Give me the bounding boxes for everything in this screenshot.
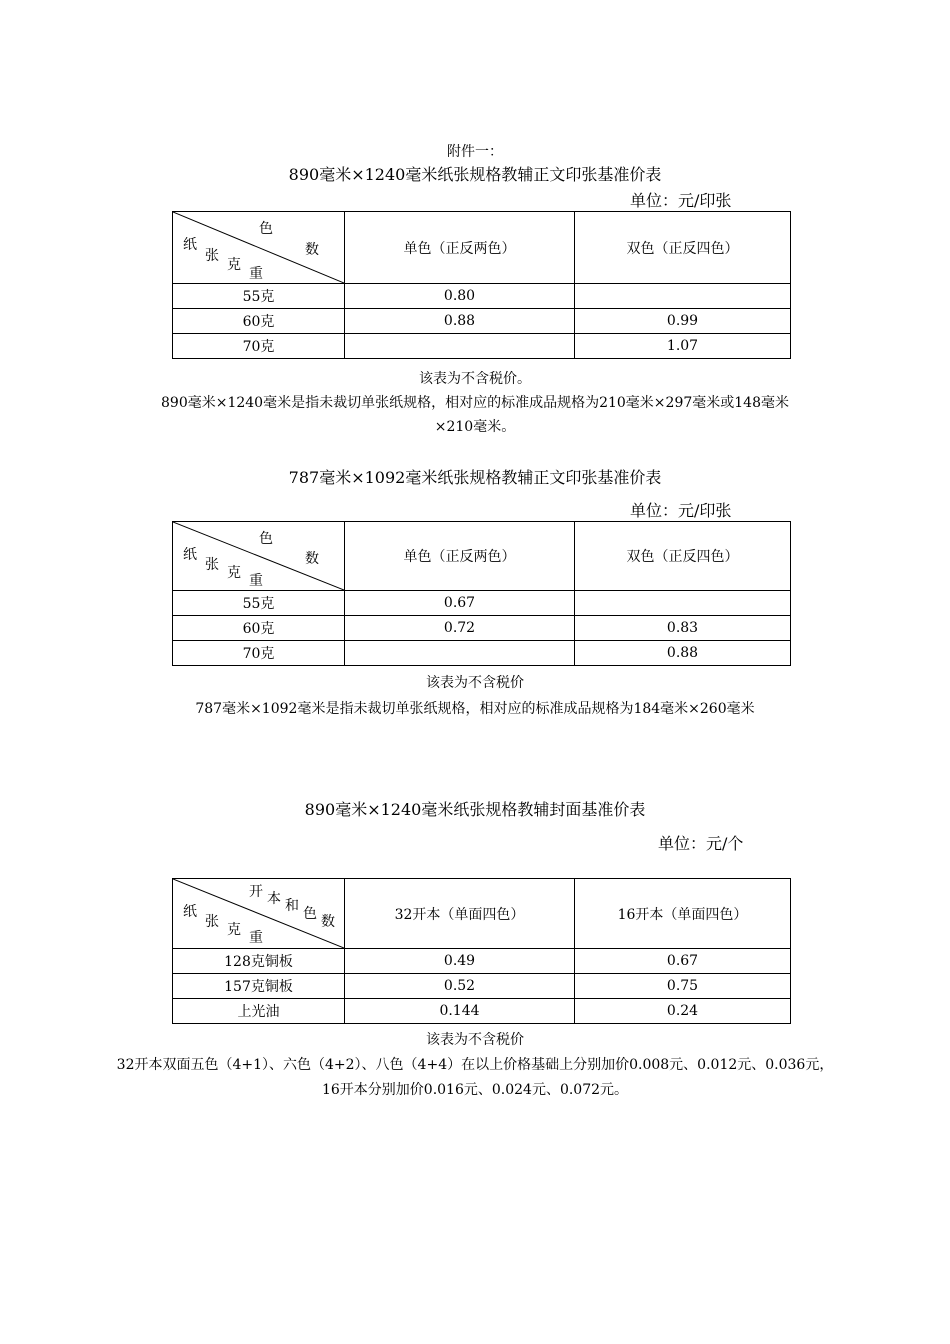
corner-label-count: 数	[321, 914, 335, 930]
corner-label-paper-1: 纸	[183, 904, 197, 920]
diagonal-header-cell	[173, 522, 345, 591]
price-table-2	[172, 521, 791, 666]
row-label: 60克	[173, 309, 345, 334]
col-header-32mo: 32开本（单面四色）	[345, 879, 575, 949]
price-cell: 0.75	[575, 974, 791, 999]
table3-note-surcharge-cont: 16开本分别加价0.016元、0.024元、0.072元。	[321, 1082, 629, 1098]
row-label: 55克	[173, 284, 345, 309]
price-table-3	[172, 878, 791, 1024]
price-cell: 0.144	[345, 999, 575, 1024]
corner-label-weight-2: 重	[249, 930, 263, 946]
table-row	[173, 949, 791, 974]
corner-label-paper-1: 纸	[183, 547, 197, 563]
row-label: 上光油	[173, 999, 345, 1024]
table-row	[173, 284, 791, 309]
corner-label-open: 开	[249, 884, 263, 900]
row-label: 157克铜板	[173, 974, 345, 999]
corner-label-color: 色	[259, 531, 273, 547]
attachment-label: 附件一：	[447, 144, 503, 160]
price-cell: 0.83	[575, 616, 791, 641]
corner-label-weight-2: 重	[249, 266, 263, 282]
table-row	[173, 974, 791, 999]
corner-label-weight-1: 克	[227, 257, 241, 273]
row-label: 70克	[173, 641, 345, 666]
price-cell: 0.88	[345, 309, 575, 334]
price-cell: 0.24	[575, 999, 791, 1024]
price-cell	[345, 641, 575, 666]
table3-unit: 单位：元/个	[658, 834, 744, 853]
table3-title: 890毫米×1240毫米纸张规格教辅封面基准价表	[304, 800, 646, 819]
price-table-1	[172, 211, 791, 359]
table-row	[173, 616, 791, 641]
table1-note-spec: 890毫米×1240毫米是指未裁切单张纸规格，相对应的标准成品规格为210毫米×297毫米或148毫米	[161, 395, 789, 411]
corner-label-book: 本	[267, 891, 281, 907]
price-cell: 0.88	[575, 641, 791, 666]
col-header-single: 单色（正反两色）	[345, 212, 575, 284]
diagonal-header-cell	[173, 212, 345, 284]
col-header-16mo: 16开本（单面四色）	[575, 879, 791, 949]
corner-label-paper-2: 张	[205, 248, 219, 264]
col-header-single: 单色（正反两色）	[345, 522, 575, 591]
corner-label-paper-2: 张	[205, 557, 219, 573]
corner-label-weight-1: 克	[227, 565, 241, 581]
price-cell: 0.67	[575, 949, 791, 974]
corner-label-color: 色	[303, 906, 317, 922]
row-label: 70克	[173, 334, 345, 359]
table1-title: 890毫米×1240毫米纸张规格教辅正文印张基准价表	[288, 165, 662, 184]
row-label: 128克铜板	[173, 949, 345, 974]
table3-note-tax: 该表为不含税价	[426, 1032, 524, 1048]
corner-label-paper-1: 纸	[183, 237, 197, 253]
corner-label-count: 数	[305, 551, 319, 567]
table2-note-spec: 787毫米×1092毫米是指未裁切单张纸规格，相对应的标准成品规格为184毫米×260毫米	[195, 701, 755, 717]
corner-label-weight-2: 重	[249, 573, 263, 589]
price-cell: 0.99	[575, 309, 791, 334]
table2-note-tax: 该表为不含税价	[426, 675, 524, 691]
col-header-double: 双色（正反四色）	[575, 212, 791, 284]
table-row	[173, 309, 791, 334]
row-label: 60克	[173, 616, 345, 641]
price-cell: 0.80	[345, 284, 575, 309]
price-cell: 0.72	[345, 616, 575, 641]
table1-note-spec-cont: ×210毫米。	[434, 419, 516, 435]
table-row	[173, 591, 791, 616]
corner-label-paper-2: 张	[205, 914, 219, 930]
price-cell: 1.07	[575, 334, 791, 359]
corner-label-color: 色	[259, 221, 273, 237]
col-header-double: 双色（正反四色）	[575, 522, 791, 591]
corner-label-weight-1: 克	[227, 922, 241, 938]
table-row	[173, 999, 791, 1024]
price-cell: 0.67	[345, 591, 575, 616]
table-row	[173, 334, 791, 359]
row-label: 55克	[173, 591, 345, 616]
corner-label-and: 和	[285, 898, 299, 914]
diagonal-header-cell	[173, 879, 345, 949]
corner-label-count: 数	[305, 242, 319, 258]
table-row	[173, 641, 791, 666]
table3-note-surcharge: 32开本双面五色（4+1）、六色（4+2）、八色（4+4）在以上价格基础上分别加价0.008元、0.012元、0.036元，	[116, 1057, 834, 1073]
price-cell	[575, 284, 791, 309]
table1-unit: 单位：元/印张	[630, 191, 732, 210]
price-cell: 0.49	[345, 949, 575, 974]
table1-note-tax: 该表为不含税价。	[419, 371, 531, 387]
table2-unit: 单位：元/印张	[630, 501, 732, 520]
table2-title: 787毫米×1092毫米纸张规格教辅正文印张基准价表	[288, 468, 662, 487]
price-cell	[345, 334, 575, 359]
price-cell	[575, 591, 791, 616]
price-cell: 0.52	[345, 974, 575, 999]
